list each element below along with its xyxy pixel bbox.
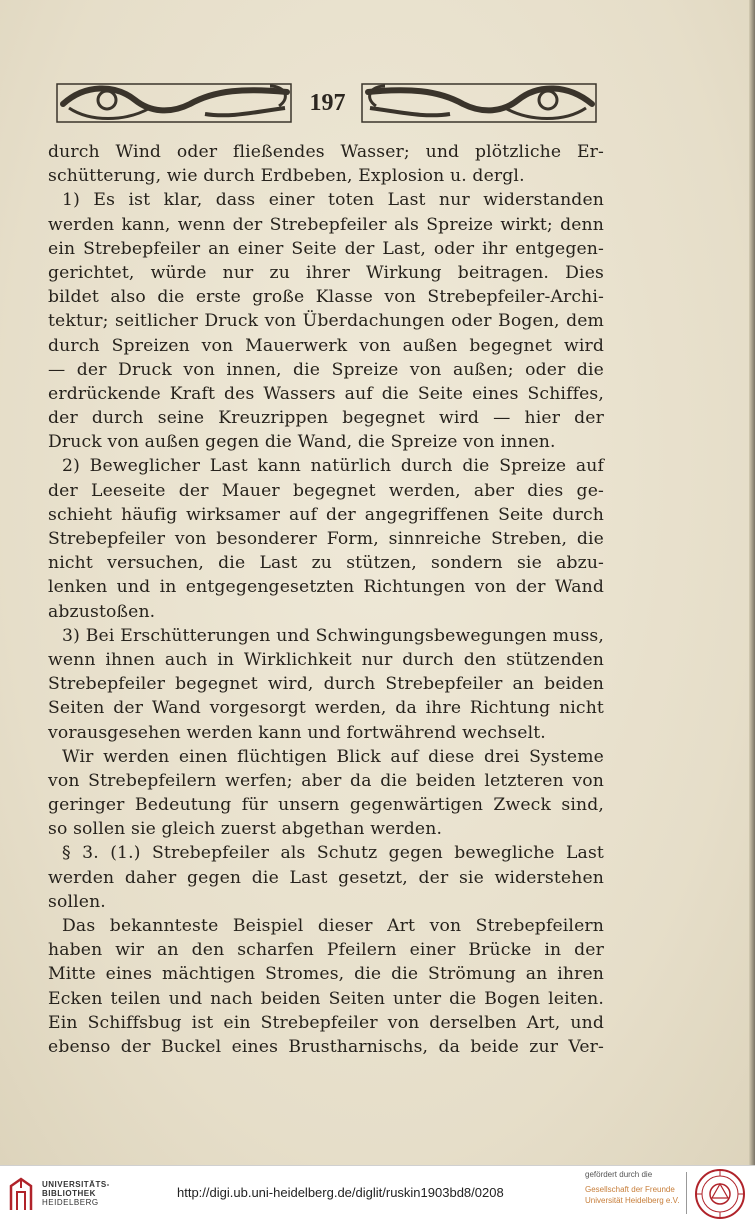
text-line: schütterung, wie durch Erdbeben, Explosion u. dergl. — [48, 166, 525, 187]
text-line: durch Wind oder fließendes Wasser; und plötzliche Er- — [48, 142, 604, 162]
text-line: abzustoßen. — [48, 601, 156, 622]
text-line: Das bekannteste Beispiel dieser Art von Strebepfeilern — [62, 916, 604, 936]
text-line: sollen. — [48, 891, 106, 912]
text-line: Ein Schiffsbug ist ein Strebepfeiler von derselben Art, und — [48, 1012, 604, 1033]
text-line: 2) Beweglicher Last kann natürlich durch die Spreize auf — [62, 456, 604, 477]
text-line: der Leeseite der Mauer begegnet werden, aber dies ge- — [48, 480, 604, 501]
body-text — [48, 140, 604, 1059]
text-line: von Strebepfeilern werfen; aber da die beiden letzteren von — [48, 770, 604, 791]
text-line: werden daher gegen die Last gesetzt, der sie widerstehen — [48, 867, 604, 888]
text-line: haben wir an den scharfen Pfeilern einer Brücke in der — [48, 940, 604, 961]
text-line: so sollen sie gleich zuerst abgethan werden. — [48, 819, 443, 840]
text-line: durch Spreizen von Mauerwerk von außen begegnet wird — [48, 335, 604, 356]
text-line: ein Strebepfeiler an einer Seite der Last, oder ihr entgegen- — [48, 238, 604, 259]
footer-divider — [686, 1172, 687, 1214]
text-line: Mitte eines mächtigen Stromes, die die Strömung an ihren — [48, 964, 604, 985]
text-line: Strebepfeiler begegnet wird, durch Strebepfeiler an beiden — [48, 674, 604, 695]
text-line: ebenso der Buckel eines Brustharnischs, da beide zur Ver- — [48, 1036, 604, 1057]
text-line: Seiten der Wand vorgesorgt werden, da ihre Richtung nicht — [48, 698, 604, 719]
right-ornament-icon — [358, 78, 600, 130]
library-name: UNIVERSITÄTS- BIBLIOTHEK HEIDELBERG — [42, 1180, 110, 1207]
sponsor-name[interactable]: Gesellschaft der Freunde Universität Heidelberg e.V. — [585, 1185, 680, 1205]
text-line: Druck von außen gegen die Wand, die Spreize von innen. — [48, 432, 556, 453]
viewer-footer — [0, 1165, 755, 1221]
text-line: Strebepfeiler von besonderer Form, sinnreiche Streben, die — [48, 529, 604, 549]
library-logo-icon[interactable] — [8, 1176, 34, 1212]
text-line: nicht versuchen, die Last zu stützen, sondern sie abzu- — [48, 553, 604, 574]
text-line: § 3. (1.) Strebepfeiler als Schutz gegen bewegliche Last — [62, 843, 604, 864]
text-line: Ecken teilen und nach beiden Seiten unter die Bogen leiten. — [48, 988, 604, 1009]
permalink-url[interactable]: http://digi.ub.uni-heidelberg.de/diglit/ruskin1903bd8/0208 — [177, 1185, 504, 1200]
text-line: schieht häufig wirksamer auf der angegriffenen Seite durch — [48, 504, 604, 525]
text-line: vorausgesehen werden kann und fortwährend wechselt. — [48, 722, 546, 743]
text-line: tektur; seitlicher Druck von Überdachungen oder Bogen, dem — [48, 311, 604, 332]
text-line: Wir werden einen flüchtigen Blick auf diese drei Systeme — [62, 746, 604, 767]
text-line: geringer Bedeutung für unsern gegenwärtigen Zweck sind, — [48, 795, 604, 816]
text-line: werden kann, wenn der Strebepfeiler als Spreize wirkt; denn — [48, 214, 604, 235]
text-line: — der Druck von innen, die Spreize von außen; oder die — [48, 359, 604, 380]
university-seal-icon — [694, 1168, 746, 1220]
text-line: gerichtet, würde nur zu ihrer Wirkung beitragen. Dies — [48, 262, 604, 283]
sponsor-caption: gefördert durch die — [585, 1170, 653, 1179]
text-line: erdrückende Kraft des Wassers auf die Seite eines Schiffes, — [48, 383, 604, 404]
text-line: 1) Es ist klar, dass einer toten Last nur widerstanden — [62, 190, 604, 211]
page-number: 197 — [309, 90, 346, 116]
page-header — [55, 78, 600, 130]
text-line: der durch seine Kreuzrippen begegnet wird — hier der — [48, 408, 604, 429]
page-edge-shadow — [749, 0, 755, 1165]
text-line: bildet also die erste große Klasse von Strebepfeiler-Archi- — [48, 287, 604, 308]
text-line: lenken und in entgegengesetzten Richtungen von der Wand — [48, 577, 604, 598]
text-line: wenn ihnen auch in Wirklichkeit nur durch den stützenden — [48, 649, 604, 670]
text-line: 3) Bei Erschütterungen und Schwingungsbewegungen muss, — [62, 625, 604, 646]
